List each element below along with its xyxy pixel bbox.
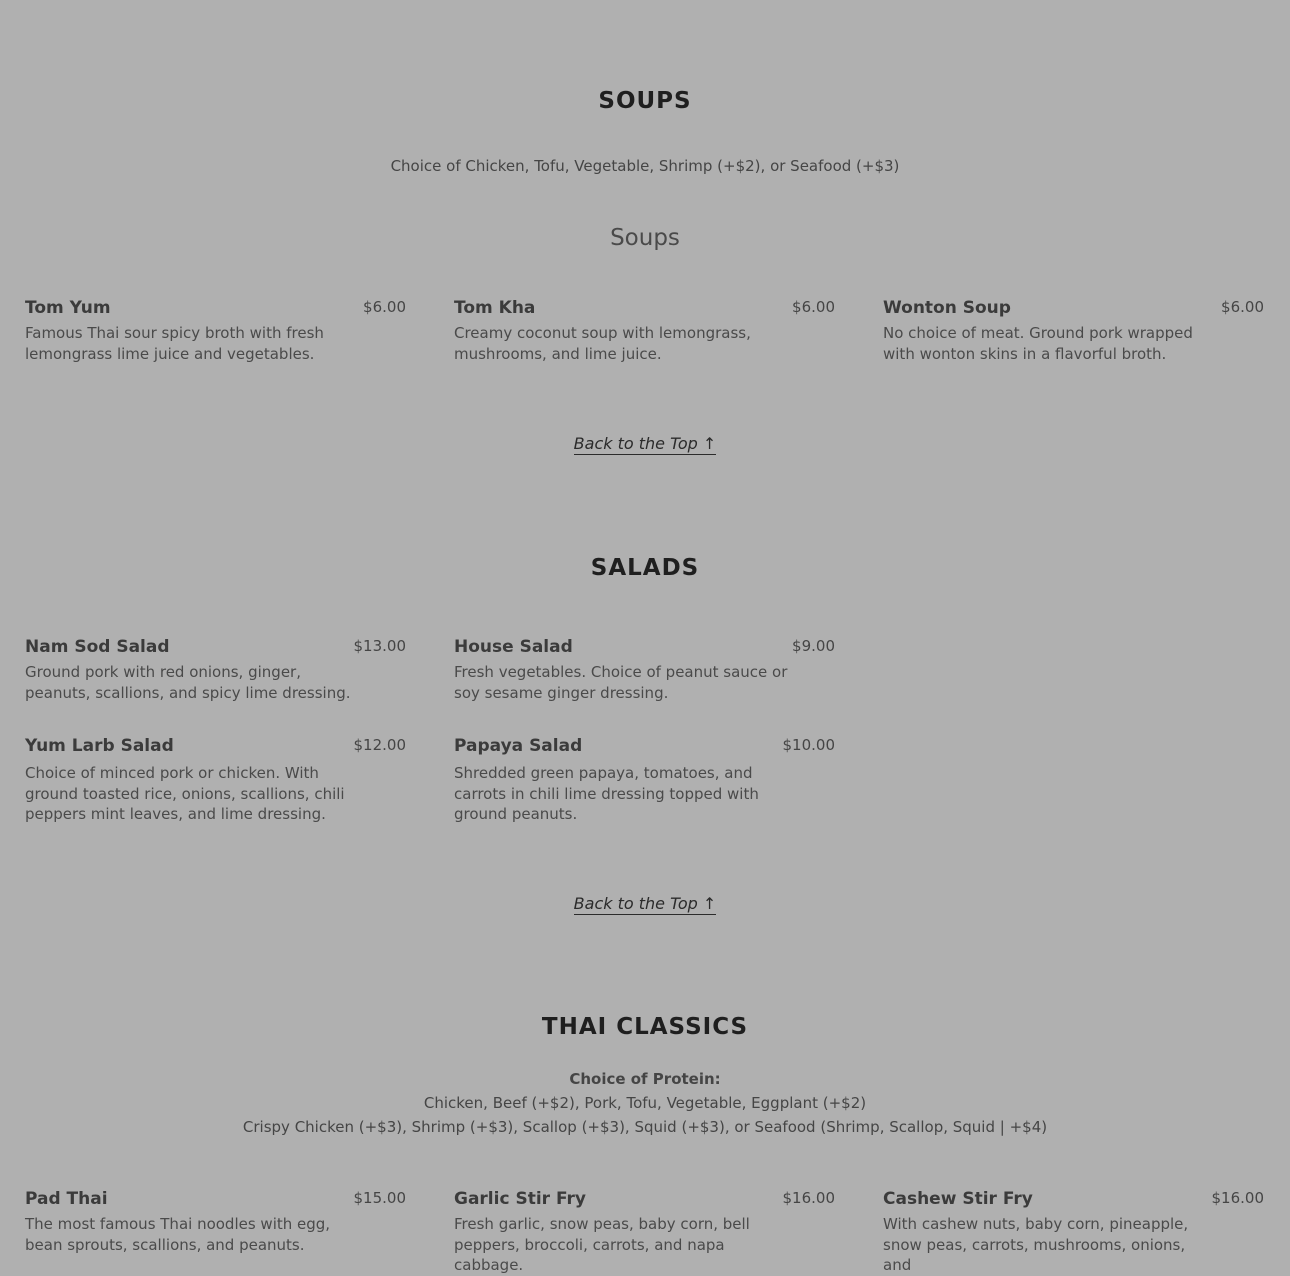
item-description: Shredded green papaya, tomatoes, and carrots in chili lime dressing topped with ground peanuts.	[454, 764, 759, 823]
item-price: $16.00	[1211, 1189, 1264, 1207]
item-description: Ground pork with red onions, ginger, peanuts, scallions, and spicy lime dressing.	[25, 663, 351, 702]
item-name: Tom Kha	[454, 298, 536, 318]
item-price: $13.00	[353, 637, 406, 655]
protein-options-line-2: Crispy Chicken (+$3), Shrimp (+$3), Scallop (+$3), Squid (+$3), or Seafood (Shrimp, Scallop, Squid | +$4)	[242, 1118, 1048, 1136]
protein-choice-label: Choice of Protein:	[569, 1070, 721, 1088]
item-price: $12.00	[353, 736, 406, 754]
item-name: Pad Thai	[25, 1189, 108, 1209]
back-to-top-container	[0, 894, 1290, 913]
item-description: With cashew nuts, baby corn, pineapple, snow peas, carrots, mushrooms, onions, and	[883, 1215, 1189, 1274]
item-description: Fresh garlic, snow peas, baby corn, bell peppers, broccoli, carrots, and napa cabbage.	[454, 1215, 750, 1274]
item-description: Creamy coconut soup with lemongrass, mushrooms, and lime juice.	[454, 324, 751, 363]
back-to-top-container	[0, 434, 1290, 453]
item-price: $6.00	[792, 298, 835, 316]
thai-classics-title: THAI CLASSICS	[541, 1014, 749, 1040]
soups-subheading: Soups	[610, 225, 680, 251]
item-price: $9.00	[792, 637, 835, 655]
item-name: Nam Sod Salad	[25, 637, 170, 657]
item-price: $6.00	[1221, 298, 1264, 316]
salads-title: SALADS	[590, 555, 700, 581]
protein-options-line-1: Chicken, Beef (+$2), Pork, Tofu, Vegetable, Eggplant (+$2)	[423, 1094, 867, 1112]
item-name: Yum Larb Salad	[25, 736, 174, 756]
item-name: Papaya Salad	[454, 736, 583, 756]
back-to-top-link[interactable]: Back to the Top ↑	[573, 434, 717, 453]
item-description: Famous Thai sour spicy broth with fresh lemongrass lime juice and vegetables.	[25, 324, 324, 363]
item-description: Choice of minced pork or chicken. With ground toasted rice, onions, scallions, chili peppers mint leaves, and lime dressing.	[25, 764, 345, 823]
item-price: $6.00	[363, 298, 406, 316]
back-to-top-link[interactable]: Back to the Top ↑	[573, 894, 717, 913]
item-name: Wonton Soup	[883, 298, 1011, 318]
item-price: $10.00	[782, 736, 835, 754]
item-name: Cashew Stir Fry	[883, 1189, 1033, 1209]
item-price: $15.00	[353, 1189, 406, 1207]
soups-protein-note: Choice of Chicken, Tofu, Vegetable, Shrimp (+$2), or Seafood (+$3)	[390, 157, 900, 175]
item-name: House Salad	[454, 637, 573, 657]
item-name: Tom Yum	[25, 298, 111, 318]
item-name: Garlic Stir Fry	[454, 1189, 586, 1209]
item-description: Fresh vegetables. Choice of peanut sauce or soy sesame ginger dressing.	[454, 663, 788, 702]
item-price: $16.00	[782, 1189, 835, 1207]
soups-title: SOUPS	[598, 88, 692, 114]
item-description: The most famous Thai noodles with egg, bean sprouts, scallions, and peanuts.	[25, 1215, 331, 1254]
item-description: No choice of meat. Ground pork wrapped with wonton skins in a flavorful broth.	[883, 324, 1193, 363]
